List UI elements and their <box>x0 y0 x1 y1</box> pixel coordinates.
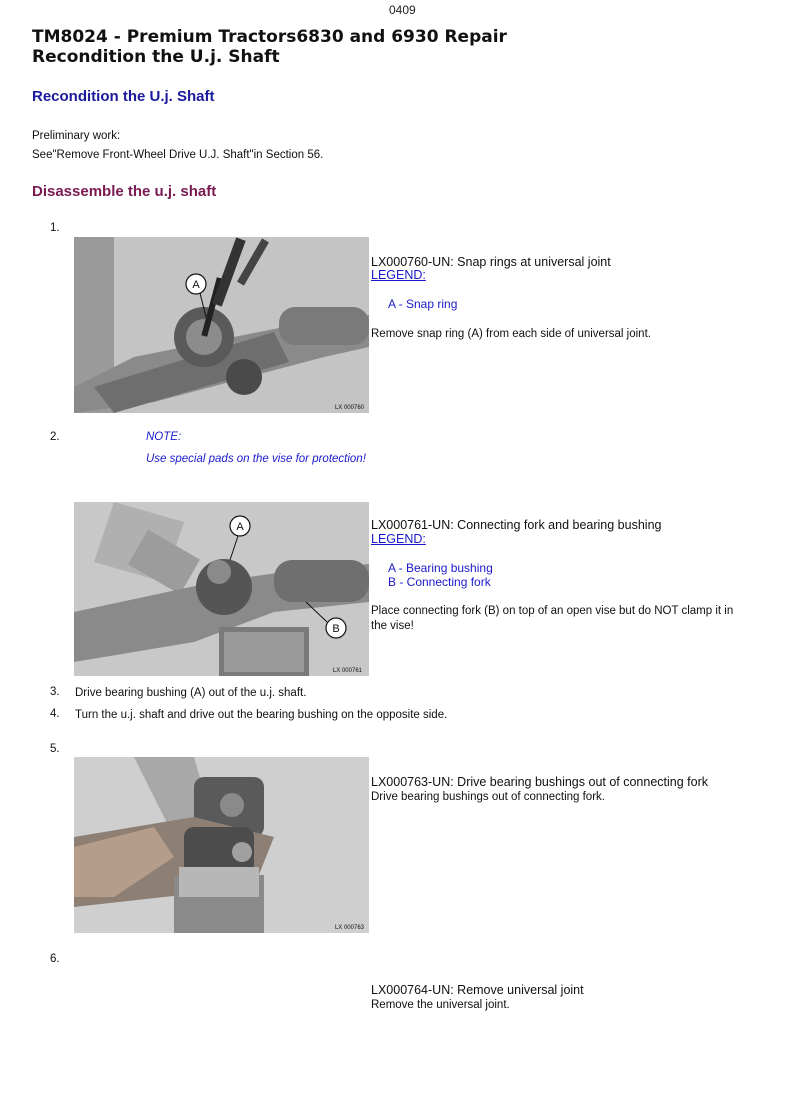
preliminary-work <box>32 127 323 165</box>
step-2-body-line2: the vise! <box>371 620 414 632</box>
step-5-number: 5. <box>50 743 60 755</box>
step-4-number: 4. <box>50 708 60 720</box>
step-2-callout-a: A <box>236 521 244 533</box>
preliminary-text: See"Remove Front-Wheel Drive U.J. Shaft"in Section 56. <box>32 149 324 161</box>
document-title-line2: Recondition the U.j. Shaft <box>32 47 280 67</box>
step-2-number: 2. <box>50 431 60 443</box>
step-2-callout-b: B <box>332 623 340 635</box>
step-2-caption: LX000761-UN: Connecting fork and bearing bushing <box>371 518 662 532</box>
step-1-illustration <box>74 237 369 413</box>
preliminary-label: Preliminary work: <box>32 130 121 142</box>
step-2-body <box>371 604 733 634</box>
step-5-photo <box>74 757 369 933</box>
step-1-legend-item-a: A - Snap ring <box>388 297 458 311</box>
step-2-photo-id: LX 000761 <box>332 668 362 674</box>
step-1-body: Remove snap ring (A) from each side of universal joint. <box>371 328 651 340</box>
step-2-photo <box>74 502 369 676</box>
step-4-text: Turn the u.j. shaft and drive out the bearing bushing on the opposite side. <box>75 709 448 721</box>
step-2-note-text: Use special pads on the vise for protection! <box>146 453 366 465</box>
step-6-number: 6. <box>50 953 60 965</box>
step-1-callout-a: A <box>192 279 200 291</box>
step-2-legend-item-a: A - Bearing bushing <box>388 561 493 575</box>
step-6-body: Remove the universal joint. <box>371 999 510 1011</box>
step-2-legend-item-b: B - Connecting fork <box>388 575 491 589</box>
step-2-legend[interactable]: LEGEND: <box>371 532 426 546</box>
step-3-number: 3. <box>50 686 60 698</box>
step-1-photo <box>74 237 369 413</box>
step-1-caption: LX000760-UN: Snap rings at universal joint <box>371 255 611 269</box>
subsection-title: Disassemble the u.j. shaft <box>32 183 217 200</box>
section-title: Recondition the U.j. Shaft <box>32 88 215 105</box>
step-1-number: 1. <box>50 222 60 234</box>
step-1-photo-id: LX 000760 <box>334 405 364 411</box>
step-3-text: Drive bearing bushing (A) out of the u.j. shaft. <box>75 687 307 699</box>
step-2-body-line1: Place connecting fork (B) on top of an open vise but do NOT clamp it in <box>371 605 734 617</box>
step-5-illustration <box>74 757 369 933</box>
step-6-caption: LX000764-UN: Remove universal joint <box>371 983 584 997</box>
step-1-legend[interactable]: LEGEND: <box>371 268 426 282</box>
step-2-illustration <box>74 502 369 676</box>
step-5-body: Drive bearing bushings out of connecting fork. <box>371 791 605 803</box>
document-title <box>32 27 507 67</box>
document-title-line1: TM8024 - Premium Tractors6830 and 6930 Repair <box>32 27 507 47</box>
step-5-caption: LX000763-UN: Drive bearing bushings out of connecting fork <box>371 775 709 789</box>
step-5-photo-id: LX 000763 <box>334 925 364 931</box>
page-number: 0409 <box>389 3 416 17</box>
step-2-note-label: NOTE: <box>146 431 182 443</box>
